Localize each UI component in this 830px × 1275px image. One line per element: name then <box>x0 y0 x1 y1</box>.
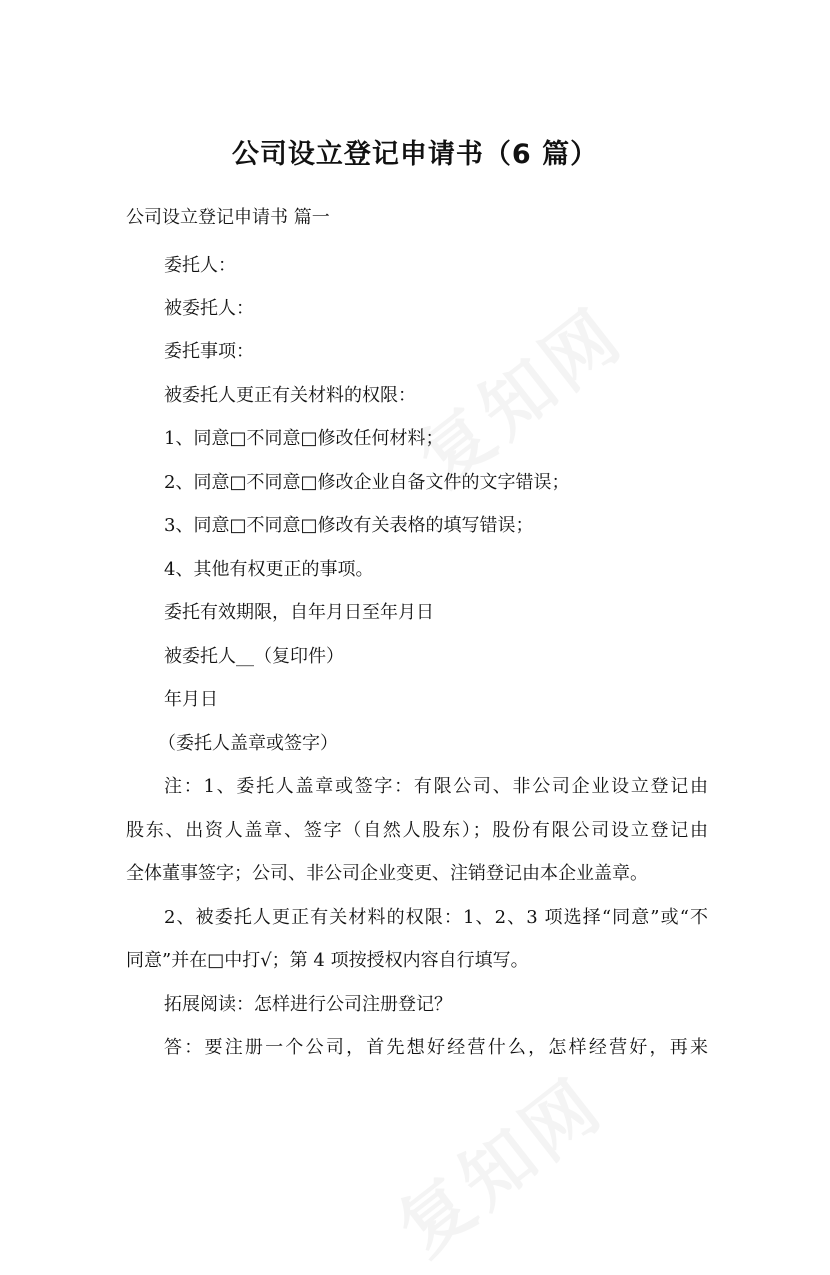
note-line: 股东、出资人盖章、签字（自然人股东）；股份有限公司设立登记由 <box>126 820 708 841</box>
permission-heading: 被委托人更正有关材料的权限： <box>164 385 416 406</box>
client-line: 委托人： <box>164 255 236 276</box>
permission-item-1: 1、同意□不同意□修改任何材料； <box>164 428 444 449</box>
date-line: 年月日 <box>164 689 218 710</box>
permission-item-2: 2、同意□不同意□修改企业自备文件的文字错误； <box>164 472 570 493</box>
note-line: 同意”并在□中打√；第 4 项按授权内容自行填写。 <box>126 950 529 971</box>
matter-line: 委托事项： <box>164 341 254 362</box>
agent-line: 被委托人： <box>164 298 254 319</box>
section-heading: 公司设立登记申请书 篇一 <box>126 207 330 228</box>
watermark <box>373 1049 621 1275</box>
page-title: 公司设立登记申请书（6 篇） <box>231 139 599 170</box>
note-line: 全体董事签字；公司、非公司企业变更、注销登记由本企业盖章。 <box>126 863 648 884</box>
permission-item-3: 3、同意□不同意□修改有关表格的填写错误； <box>164 515 534 536</box>
extended-reading-line: 拓展阅读：怎样进行公司注册登记？ <box>164 994 452 1015</box>
note-line: 2、被委托人更正有关材料的权限：1、2、3 项选择“同意”或“不 <box>164 907 708 928</box>
note-line: 注：1、委托人盖章或签字：有限公司、非公司企业设立登记由 <box>164 776 708 797</box>
validity-line: 委托有效期限，自年月日至年月日 <box>164 602 434 623</box>
answer-line: 答：要注册一个公司，首先想好经营什么，怎样经营好，再来 <box>164 1037 708 1058</box>
agent-copy-line: 被委托人__（复印件） <box>164 646 344 667</box>
permission-item-4: 4、其他有权更正的事项。 <box>164 559 374 580</box>
signature-line: （委托人盖章或签字） <box>158 733 338 754</box>
